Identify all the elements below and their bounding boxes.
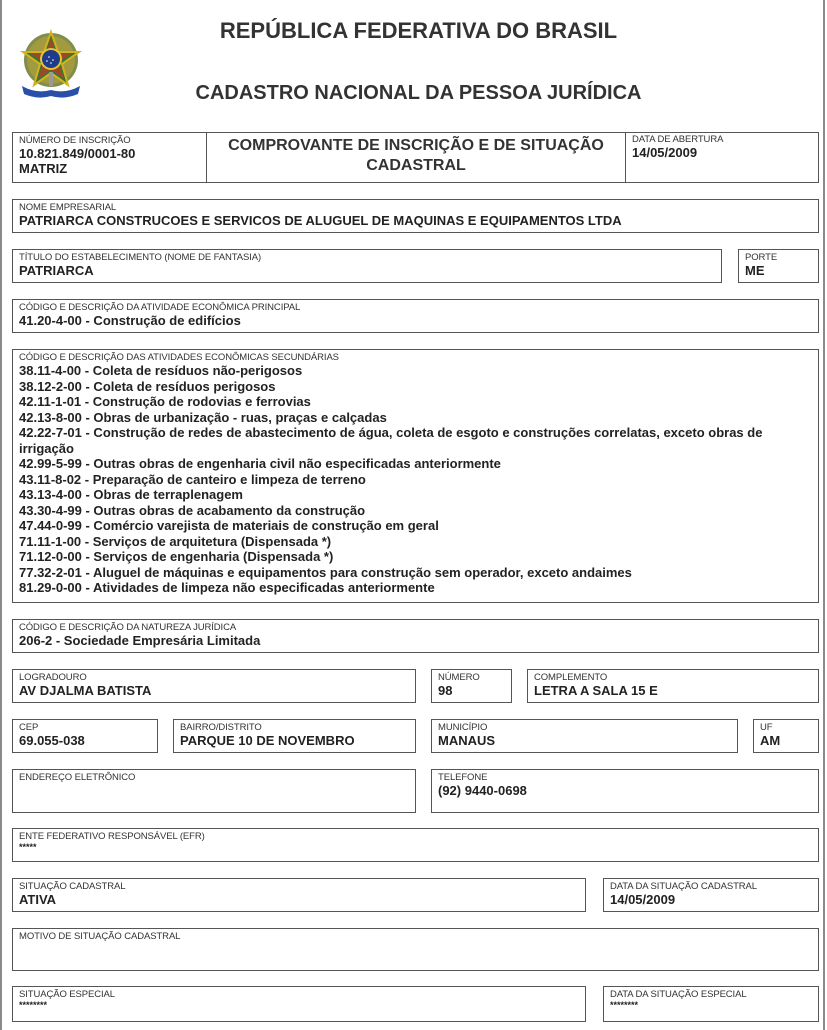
atividades-secundarias-label: CÓDIGO E DESCRIÇÃO DAS ATIVIDADES ECONÔMICAS SECUNDÁRIAS (19, 352, 339, 363)
porte-label: PORTE (745, 252, 778, 263)
efr-field (12, 828, 819, 862)
cep-value: 69.055-038 (19, 733, 85, 748)
atividade-principal-field (12, 299, 819, 333)
numero-inscricao-value: 10.821.849/0001-80 (19, 146, 136, 161)
list-item: 42.11-1-01 - Construção de rodovias e ferrovias (19, 394, 311, 409)
list-item: 43.30-4-99 - Outras obras de acabamento da construção (19, 502, 366, 518)
list-item: 42.22-7-01 - Construção de redes de abastecimento de água, coleta de esgoto e construções correlatas, exceto obras de irrigação (19, 425, 763, 456)
complemento-field (527, 669, 819, 703)
atividade-principal-value: 41.20-4-00 - Construção de edifícios (19, 313, 241, 328)
data-situacao-cadastral-value: 14/05/2009 (610, 892, 676, 907)
comprovante-title-line-1: COMPROVANTE DE INSCRIÇÃO E DE SITUAÇÃO (228, 137, 604, 154)
situacao-especial-value: ******** (19, 1000, 48, 1010)
comprovante-title-line-2: CADASTRAL (366, 157, 466, 174)
porte-field (738, 249, 819, 283)
atividades-secundarias-list (13, 363, 818, 596)
endereco-eletronico-field (12, 769, 416, 813)
data-situacao-especial-label: DATA DA SITUAÇÃO ESPECIAL (610, 989, 747, 1000)
endereco-eletronico-label: ENDEREÇO ELETRÔNICO (19, 772, 136, 783)
uf-value: AM (760, 733, 781, 748)
list-item: 71.11-1-00 - Serviços de arquitetura (Dispensada *) (19, 533, 332, 549)
telefone-label: TELEFONE (438, 772, 488, 783)
atividades-secundarias-field (12, 349, 819, 603)
municipio-value: MANAUS (438, 733, 496, 748)
titulo-estabelecimento-field (12, 249, 722, 283)
data-situacao-cadastral-field (603, 878, 819, 912)
numero-inscricao-label: NÚMERO DE INSCRIÇÃO (19, 135, 131, 146)
logradouro-value: AV DJALMA BATISTA (19, 683, 152, 698)
natureza-juridica-value: 206-2 - Sociedade Empresária Limitada (19, 633, 261, 648)
situacao-cadastral-field (12, 878, 586, 912)
telefone-field (431, 769, 819, 813)
situacao-especial-field (12, 986, 586, 1022)
efr-value: ***** (19, 842, 37, 852)
natureza-juridica-field (12, 619, 819, 653)
list-item: 38.12-2-00 - Coleta de resíduos perigosos (19, 378, 276, 394)
titulo-estabelecimento-label: TÍTULO DO ESTABELECIMENTO (NOME DE FANTASIA) (19, 252, 262, 263)
data-abertura-label: DATA DE ABERTURA (632, 134, 724, 145)
titulo-estabelecimento-value: PATRIARCA (19, 263, 94, 278)
bairro-label: BAIRRO/DISTRITO (180, 722, 262, 733)
logradouro-label: LOGRADOURO (19, 672, 87, 683)
cep-field (12, 719, 158, 753)
list-item: 42.13-8-00 - Obras de urbanização - ruas, praças e calçadas (19, 409, 387, 425)
data-situacao-especial-field (603, 986, 819, 1022)
comprovante-title (206, 132, 626, 183)
logradouro-field (12, 669, 416, 703)
municipio-label: MUNICÍPIO (438, 722, 488, 733)
page-title: REPÚBLICA FEDERATIVA DO BRASIL (219, 18, 618, 43)
list-item: 71.12-0-00 - Serviços de engenharia (Dispensada *) (19, 549, 334, 564)
list-item: 42.99-5-99 - Outras obras de engenharia civil não especificadas anteriormente (19, 456, 501, 471)
situacao-cadastral-value: ATIVA (19, 892, 57, 907)
telefone-value: (92) 9440-0698 (438, 783, 527, 798)
list-item: 47.44-0-99 - Comércio varejista de materiais de construção em geral (19, 518, 439, 533)
bairro-value: PARQUE 10 DE NOVEMBRO (180, 733, 355, 748)
natureza-juridica-label: CÓDIGO E DESCRIÇÃO DA NATUREZA JURÍDICA (19, 622, 237, 633)
data-situacao-cadastral-label: DATA DA SITUAÇÃO CADASTRAL (610, 881, 757, 892)
situacao-cadastral-label: SITUAÇÃO CADASTRAL (19, 881, 126, 892)
complemento-value: LETRA A SALA 15 E (534, 683, 658, 698)
motivo-situacao-label: MOTIVO DE SITUAÇÃO CADASTRAL (19, 931, 181, 942)
cep-label: CEP (19, 722, 39, 733)
numero-label: NÚMERO (438, 672, 480, 683)
list-item: 43.11-8-02 - Preparação de canteiro e limpeza de terreno (19, 471, 366, 487)
situacao-especial-label: SITUAÇÃO ESPECIAL (19, 989, 115, 1000)
complemento-label: COMPLEMENTO (534, 672, 608, 683)
municipio-field (431, 719, 738, 753)
list-item: 81.29-0-00 - Atividades de limpeza não especificadas anteriormente (19, 580, 435, 595)
list-item: 38.11-4-00 - Coleta de resíduos não-perigosos (19, 363, 303, 378)
page-subtitle: CADASTRO NACIONAL DA PESSOA JURÍDICA (195, 82, 642, 104)
numero-value: 98 (438, 683, 453, 698)
data-abertura-field (626, 132, 723, 160)
porte-value: ME (745, 263, 765, 278)
uf-field (753, 719, 819, 753)
nome-empresarial-label: NOME EMPRESARIAL (19, 202, 117, 213)
list-item: 43.13-4-00 - Obras de terraplenagem (19, 487, 243, 502)
efr-label: ENTE FEDERATIVO RESPONSÁVEL (EFR) (19, 831, 205, 842)
list-item: 77.32-2-01 - Aluguel de máquinas e equipamentos para construção sem operador, exceto andaimes (19, 564, 632, 580)
nome-empresarial-value: PATRIARCA CONSTRUCOES E SERVICOS DE ALUGUEL DE MAQUINAS E EQUIPAMENTOS LTDA (19, 213, 622, 228)
tipo-estabelecimento-value: MATRIZ (19, 161, 68, 176)
numero-field (431, 669, 512, 703)
uf-label: UF (760, 722, 773, 733)
nome-empresarial-field (12, 199, 819, 233)
data-abertura-value: 14/05/2009 (632, 145, 698, 160)
data-situacao-especial-value: ******** (610, 1000, 639, 1010)
atividade-principal-label: CÓDIGO E DESCRIÇÃO DA ATIVIDADE ECONÔMICA PRINCIPAL (19, 302, 301, 313)
bairro-field (173, 719, 416, 753)
motivo-situacao-field (12, 928, 819, 971)
